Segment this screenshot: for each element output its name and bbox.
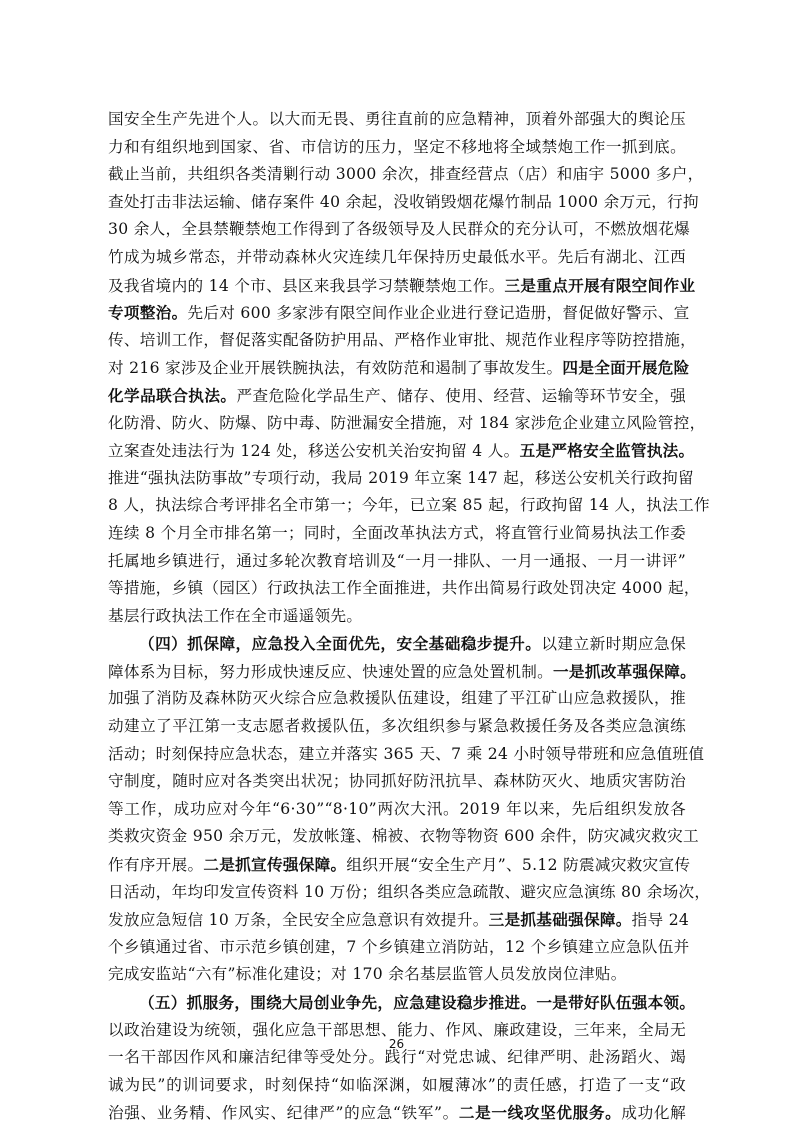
text-run: 严查危险化学品生产、储存、使用、经营、运输等环节安全，强 [236, 386, 686, 405]
text-line [108, 741, 705, 769]
text-line [108, 768, 686, 796]
text-run: 以政治建设为统领，强化应急干部思想、能力、作风、廉政建设，三年来，全局无 [108, 1020, 686, 1039]
text-line [108, 961, 686, 989]
bold-text-run: 二是抓宣传强保障。 [203, 855, 347, 875]
text-run: 指导 24 [631, 911, 690, 930]
text-run: 8 人，执法综合考评排名全市第一；今年，已立案 85 起，行政拘留 14 人，执法工作 [108, 496, 710, 515]
text-line [108, 630, 686, 658]
text-run: 一名干部因作风和廉洁纪律等受处分。践行“对党忠诚、纪律严明、赴汤蹈火、竭 [108, 1048, 686, 1067]
text-run: 完成安监站“六有”标准化建设；对 170 余名基层监管人员发放岗位津贴。 [108, 965, 627, 984]
text-run: 发放应急短信 10 万条，全民安全应急意识有效提升。 [108, 911, 489, 930]
bold-text-run: （四）抓保障，应急投入全面优先，安全基础稳步提升。 [139, 634, 542, 654]
text-run: 类救灾资金 950 余万元，发放帐篷、棉被、衣物等物资 600 余件，防灾减灾救灾工 [108, 827, 699, 846]
text-line [108, 575, 700, 603]
text-run: 国安全生产先进个人。以大而无畏、勇往直前的应急精神，顶着外部强大的舆论压 [108, 110, 686, 128]
text-line [108, 823, 699, 851]
text-run: 立案查处违法行为 124 处，移送公安机关治安拘留 4 人。 [108, 442, 520, 461]
text-run: 连续 8 个月全市排名第一；同时，全面改革执法方式，将直管行业简易执法工作委 [108, 523, 686, 542]
text-line [108, 410, 706, 438]
text-line [108, 161, 704, 189]
bold-text-run: 一是抓改革强保障。 [553, 661, 697, 681]
bold-text-run: 二是一线攻坚优服务。 [458, 1103, 622, 1123]
bold-text-run: 三是重点开展有限空间作业 [504, 275, 696, 295]
text-run: 30 余人，全县禁鞭禁炮工作得到了各级领导及人民群众的充分认可，不燃放烟花爆 [108, 220, 690, 239]
text-run: 托属地乡镇进行，通过多轮次教育培训及“一月一排队、一月一通报、一月一讲评” [108, 551, 686, 570]
text-run: 截止当前，共组织各类清剿行动 3000 余次，排查经营点（店）和庙宇 5000 多户， [108, 165, 704, 184]
bold-text-run: 化学品联合执法。 [108, 385, 237, 405]
bold-text-run: 五是严格安全监管执法。 [519, 441, 695, 461]
text-run: 诚为民”的训词要求，时刻保持“如临深渊，如履薄冰”的责任感，打造了一支“政 [108, 1075, 686, 1094]
text-line [108, 272, 696, 300]
text-line [108, 1099, 686, 1127]
page-number: 26 [388, 1037, 405, 1051]
text-run: 先后对 600 多家涉有限空间作业企业进行登记造册，督促做好警示、宣 [187, 304, 690, 323]
bold-text-run: 三是抓基础强保障。 [488, 910, 632, 930]
text-run: 日活动，年均印发宣传资料 10 万份；组织各类应急疏散、避灾应急演练 80 余场次， [108, 882, 711, 901]
text-run: 个乡镇通过省、市示范乡镇创建，7 个乡镇建立消防站，12 个乡镇建立应急队伍并 [108, 937, 690, 956]
text-run: 活动；时刻保持应急状态，建立并落实 365 天、7 乘 24 小时领导带班和应急值班值 [108, 744, 705, 763]
text-run: 作有序开展。 [108, 856, 204, 875]
text-run: 力和有组织地到国家、省、市信访的压力，坚定不移地将全域禁炮工作一抓到底。 [108, 137, 686, 156]
text-run: 化防滑、防火、防爆、防中毒、防泄漏安全措施，对 184 家涉危企业建立风险管控， [108, 413, 706, 432]
text-line [108, 437, 695, 465]
text-line [108, 382, 686, 410]
body-text [108, 106, 711, 1127]
text-line [108, 879, 711, 907]
text-line [108, 1072, 686, 1100]
text-run: 守制度，随时应对各类突出状况；协同抓好防汛抗旱、森林防灭火、地质灾害防治 [108, 772, 686, 791]
text-run: 查处打击非法运输、储存案件 40 余起，没收销毁烟花爆竹制品 1000 余万元，行拘 [108, 192, 699, 211]
text-line [108, 603, 686, 631]
text-line [108, 299, 690, 327]
text-run: 等措施，乡镇（园区）行政执法工作全面推进，共作出简易行政处罚决定 4000 起， [108, 579, 700, 598]
text-run: 等工作，成功应对今年“6·30”“8·10”两次大汛。2019 年以来，先后组织发放各 [108, 799, 686, 818]
text-line [108, 189, 699, 217]
text-run: 对 216 家涉及企业开展铁腕执法，有效防范和遏制了事故发生。 [108, 359, 563, 378]
text-run: 传、培训工作，督促落实配备防护用品、严格作业审批、规范作业程序等防控措施， [108, 330, 697, 349]
text-line [108, 134, 686, 162]
text-line [108, 548, 686, 576]
text-line [108, 713, 686, 741]
text-run: 障体系为目标，努力形成快速反应、快速处置的应急处置机制。 [108, 662, 554, 681]
text-line [108, 216, 690, 244]
text-line [108, 851, 691, 879]
bold-text-run: 专项整治。 [108, 303, 188, 323]
text-line [108, 465, 694, 493]
text-line [108, 354, 690, 382]
text-run: 以建立新时期应急保 [541, 635, 686, 654]
bold-text-run: 四是全面开展危险 [562, 358, 690, 378]
text-line [108, 906, 690, 934]
text-line [108, 244, 686, 272]
text-line [108, 327, 697, 355]
text-run: 治强、业务精、作风实、纪律严”的应急“铁军”。 [108, 1104, 459, 1123]
text-line [108, 492, 710, 520]
text-line [108, 796, 686, 824]
text-run: 竹成为城乡常态，并带动森林火灾连续几年保持历史最低水平。先后有湖北、江西 [108, 247, 686, 266]
text-run: 动建立了平江第一支志愿者救援队伍，多次组织参与紧急救援任务及各类应急演练 [108, 717, 686, 736]
text-line [108, 989, 696, 1017]
text-run: 组织开展“安全生产月”、5.12 防震减灾救灾宣传 [346, 856, 691, 875]
bold-text-run: （五）抓服务，围绕大局创业争先，应急建设稳步推进。一是带好队伍强本领。 [139, 993, 696, 1012]
text-line [108, 658, 697, 686]
text-line [108, 520, 686, 548]
text-line [108, 934, 690, 962]
text-line [108, 685, 686, 713]
text-line [108, 106, 686, 134]
text-run: 基层行政执法工作在全市遥遥领先。 [108, 606, 363, 625]
text-run: 推进“强执法防事故”专项行动，我局 2019 年立案 147 起，移送公安机关行政拘留 [108, 468, 694, 487]
text-run: 加强了消防及森林防灭火综合应急救援队伍建设，组建了平江矿山应急救援队，推 [108, 689, 686, 708]
text-run: 成功化解 [621, 1104, 686, 1123]
text-run: 及我省境内的 14 个市、县区来我县学习禁鞭禁炮工作。 [108, 276, 505, 295]
